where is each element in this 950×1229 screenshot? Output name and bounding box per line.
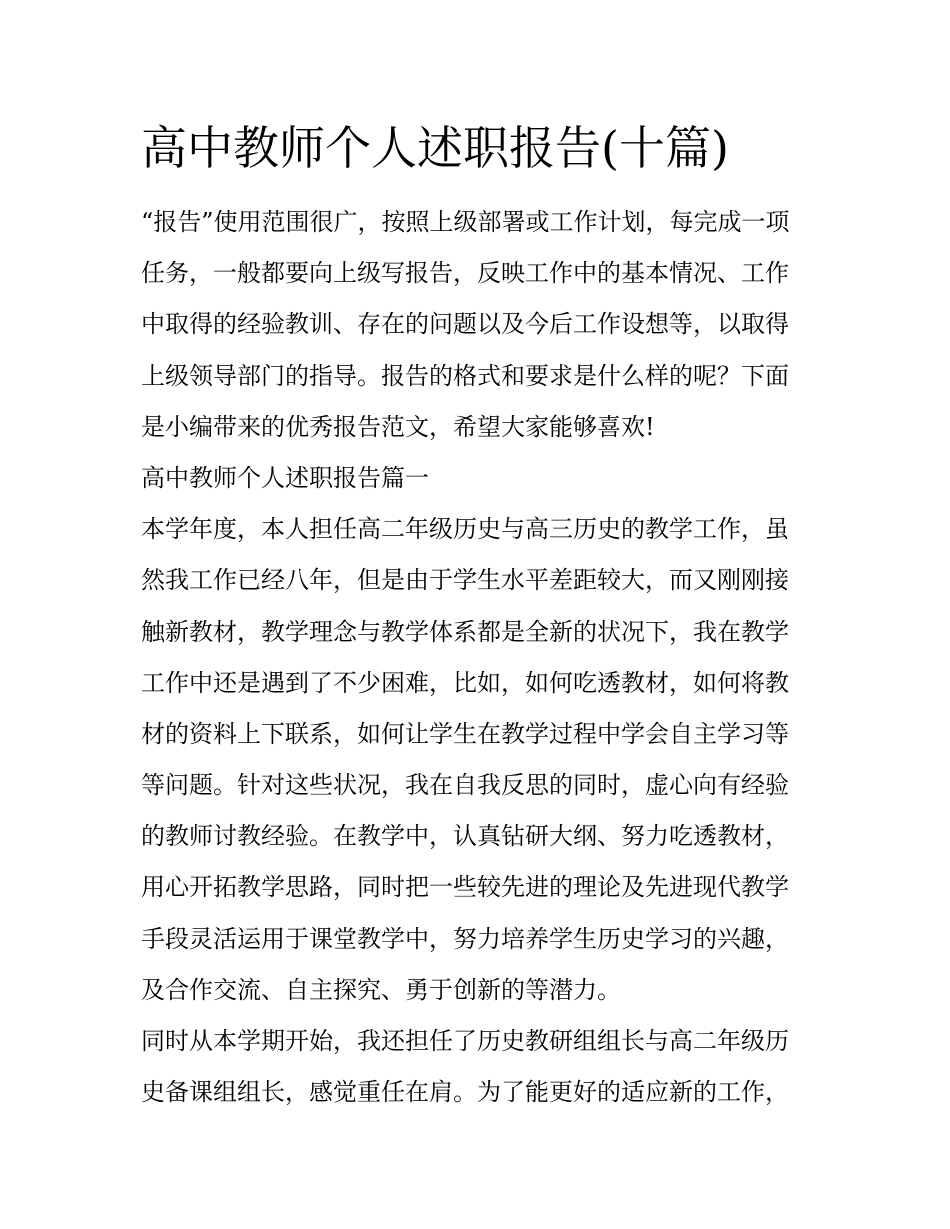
text-line: 等问题。针对这些状况，我在自我反思的同时，虚心向有经验	[141, 771, 789, 800]
document-body	[141, 197, 821, 1118]
text-line: 任务，一般都要向上级写报告，反映工作中的基本情况、工作	[141, 259, 789, 288]
text-line: 同时从本学期开始，我还担任了历史教研组组长与高二年级历	[141, 1027, 789, 1055]
text-line: 及合作交流、自主探究、勇于创新的等潜力。	[141, 975, 621, 1004]
text-line: 用心开拓教学思路，同时把一些较先进的理论及先进现代教学	[141, 873, 789, 902]
text-line: 是小编带来的优秀报告范文，希望大家能够喜欢!	[141, 412, 655, 441]
text-line: 材的资料上下联系，如何让学生在教学过程中学会自主学习等	[141, 719, 789, 748]
text-line: 触新教材，教学理念与教学体系都是全新的状况下，我在教学	[141, 617, 789, 646]
text-line: 上级领导部门的指导。报告的格式和要求是什么样的呢？下面	[141, 361, 789, 390]
text-line: 然我工作已经八年，但是由于学生水平差距较大，而又刚刚接	[141, 566, 789, 595]
text-line: 工作中还是遇到了不少困难，比如，如何吃透教材，如何将教	[141, 668, 789, 697]
document-title: 高中教师个人述职报告(十篇)	[141, 121, 729, 175]
text-line: “报告”使用范围很广，按照上级部署或工作计划，每完成一项	[141, 208, 790, 236]
text-line: 手段灵活运用于课堂教学中，努力培养学生历史学习的兴趣，	[141, 924, 789, 953]
section-heading: 高中教师个人述职报告篇一	[141, 463, 429, 492]
text-line: 的教师讨教经验。在教学中，认真钻研大纲、努力吃透教材，	[141, 822, 789, 851]
text-line: 史备课组组长，感觉重任在肩。为了能更好的适应新的工作，	[141, 1078, 789, 1107]
text-line: 中取得的经验教训、存在的问题以及今后工作设想等，以取得	[141, 310, 789, 339]
text-line: 本学年度，本人担任高二年级历史与高三历史的教学工作，虽	[141, 515, 789, 544]
